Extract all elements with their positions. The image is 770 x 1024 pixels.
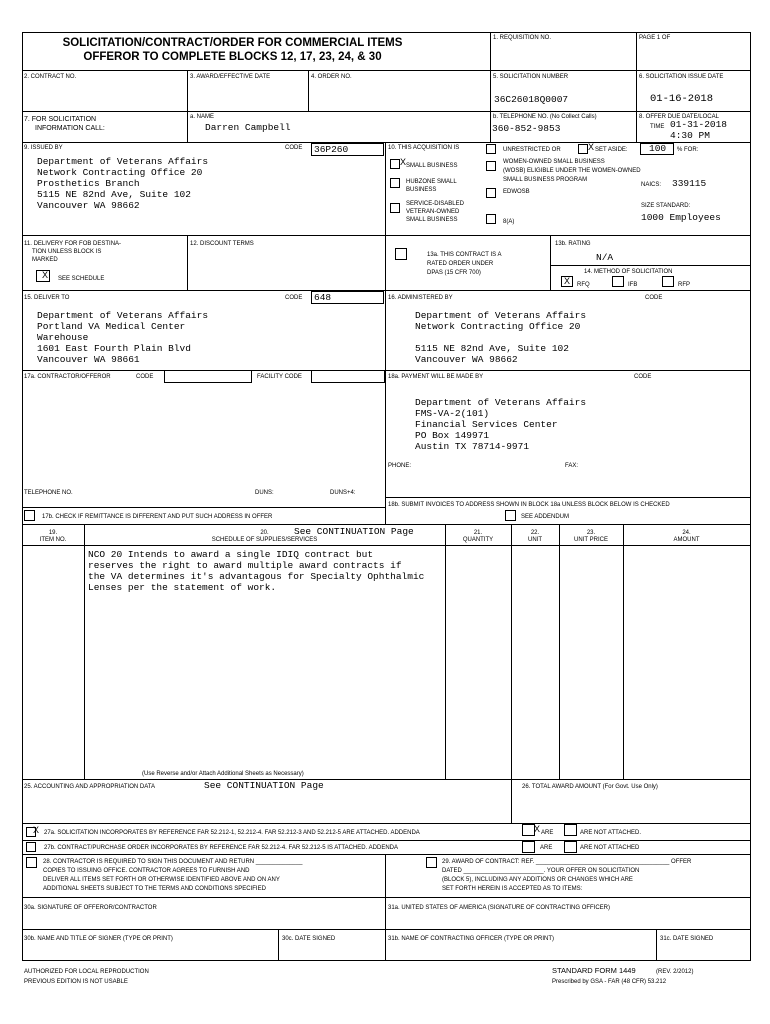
facility-code-box[interactable]: [311, 370, 385, 383]
footer-prescribed: Prescribed by GSA - FAR (48 CFR) 53.212: [552, 979, 667, 985]
rated-order-label-3: DPAS (15 CFR 700): [427, 270, 481, 276]
duns4-label: DUNS+4:: [330, 490, 356, 496]
administered-by-line-2: Network Contracting Office 20: [415, 321, 581, 332]
sdvosb-label-1: SERVICE-DISABLED: [406, 201, 464, 207]
col-unit-price-num: 23.: [586, 530, 596, 536]
issued-by-line-3: Prosthetics Branch: [37, 178, 140, 189]
set-aside-percent-value: 100: [649, 143, 667, 154]
rated-order-checkbox[interactable]: [395, 248, 407, 260]
schedule-description-line-3: the VA determines it's advantagous for Specialty Ophthalmic: [88, 571, 425, 582]
issued-by-code-label: CODE: [285, 145, 303, 151]
solicitation-issue-date-value: 01-16-2018: [650, 93, 714, 105]
offeror-date-signed-label: 30c. DATE SIGNED: [282, 936, 336, 942]
set-aside-checkbox[interactable]: [578, 144, 588, 154]
deliver-to-line-4: 1601 East Fourth Plain Blvd: [37, 343, 191, 354]
form-title-line1: SOLICITATION/CONTRACT/ORDER FOR COMMERCIAL ITEMS: [62, 37, 403, 49]
deliver-to-code-value: 648: [314, 292, 332, 303]
hubzone-label-1: HUBZONE SMALL: [406, 179, 457, 185]
solicitation-number-label: 5. SOLICITATION NUMBER: [493, 74, 569, 80]
deliver-to-line-1: Department of Veterans Affairs: [37, 310, 209, 321]
offer-due-label: 8. OFFER DUE DATE/LOCAL: [639, 114, 719, 120]
small-business-mark: X: [400, 157, 407, 167]
rfq-label: RFQ: [577, 282, 590, 288]
schedule-footer-note: (Use Reverse and/or Attach Additional Sheets as Necessary): [142, 771, 304, 777]
facility-code-label: FACILITY CODE: [257, 374, 302, 380]
payment-by-line-3: Financial Services Center: [415, 419, 558, 430]
footer-revision: (REV. 2/2012): [656, 969, 694, 975]
small-business-checkbox[interactable]: [390, 159, 400, 169]
fob-label-3: MARKED: [32, 257, 58, 263]
contractor-sign-line-2: COPIES TO ISSUING OFFICE. CONTRACTOR AGREES TO FURNISH AND: [43, 868, 250, 874]
far-incorporated-label: 27a. SOLICITATION INCORPORATES BY REFERENCE FAR 52.212-1, 52.212-4. FAR 52.212-3 AND 52.212-5 ARE ATTACHED. ADDENDA: [44, 830, 420, 836]
total-award-label: 26. TOTAL AWARD AMOUNT (For Govt. Use Only): [522, 784, 658, 790]
col-supplies-num: 20.: [260, 530, 269, 536]
col-amount-label: AMOUNT: [673, 537, 700, 543]
deliver-to-code-label: CODE: [285, 295, 303, 301]
administered-by-line-5: Vancouver WA 98662: [415, 354, 518, 365]
contractor-sign-line-1: 28. CONTRACTOR IS REQUIRED TO SIGN THIS DOCUMENT AND RETURN ______________: [43, 859, 303, 865]
phone-label: PHONE:: [388, 463, 412, 469]
rfp-checkbox[interactable]: [662, 276, 674, 287]
solicitation-number-value: 36C26018Q0007: [494, 94, 569, 105]
ifb-label: IFB: [628, 282, 638, 288]
accounting-value: See CONTINUATION Page: [204, 780, 324, 791]
size-standard-value: 1000 Employees: [641, 212, 721, 223]
issued-by-code-value: 36P260: [314, 144, 349, 155]
rated-order-label-1: 13a. THIS CONTRACT IS A: [427, 252, 502, 258]
offer-due-date-value: 01-31-2018: [670, 119, 728, 130]
wosb-label-2: (WOSB) ELIGIBLE UNDER THE WOMEN-OWNED: [503, 168, 641, 174]
payment-by-label: 18a. PAYMENT WILL BE MADE BY: [388, 374, 484, 380]
rfp-label: RFP: [678, 282, 690, 288]
col-item-no-num: 19.: [48, 530, 58, 536]
issued-by-line-5: Vancouver WA 98662: [37, 200, 140, 211]
award-of-contract-line-4: SET FORTH HEREIN IS ACCEPTED AS TO ITEMS:: [442, 886, 583, 892]
eight-a-checkbox[interactable]: [486, 214, 496, 224]
rated-order-label-2: RATED ORDER UNDER: [427, 261, 494, 267]
issued-by-line-4: 5115 NE 82nd Ave, Suite 102: [37, 189, 191, 200]
offer-due-time-label: TIME: [650, 124, 665, 130]
contractor-code-box[interactable]: [164, 370, 252, 383]
remittance-label: 17b. CHECK IF REMITTANCE IS DIFFERENT AND PUT SUCH ADDRESS IN OFFER: [42, 514, 273, 520]
rfq-mark: X: [564, 276, 571, 286]
officer-date-signed-label: 31c. DATE SIGNED: [660, 936, 714, 942]
hubzone-label-2: BUSINESS: [406, 187, 437, 193]
contracting-officer-name-label: 31b. NAME OF CONTRACTING OFFICER (TYPE OR PRINT): [388, 936, 555, 942]
sdvosb-checkbox[interactable]: [390, 203, 400, 213]
requisition-label: 1. REQUISITION NO.: [493, 35, 552, 41]
info-call-label-2: INFORMATION CALL:: [35, 125, 105, 132]
fob-label-1: 11. DELIVERY FOR FOB DESTINA-: [24, 241, 122, 247]
addenda-are-not-label: ARE NOT ATTACHED.: [580, 830, 642, 836]
deliver-to-line-2: Portland VA Medical Center: [37, 321, 186, 332]
schedule-description-line-2: reserves the right to award multiple award contracts if: [88, 560, 402, 571]
rating-value: N/A: [596, 252, 614, 263]
duns-label: DUNS:: [255, 490, 274, 496]
award-of-contract-line-3: (BLOCK 5), INCLUDING ANY ADDITIONS OR CHANGES WHICH ARE: [442, 877, 633, 883]
po-addenda-are-not-checkbox[interactable]: [564, 841, 577, 853]
issued-by-line-1: Department of Veterans Affairs: [37, 156, 209, 167]
ifb-checkbox[interactable]: [612, 276, 624, 287]
administered-by-code-label: CODE: [645, 295, 663, 301]
contractor-sign-line-4: ADDITIONAL SHEETS SUBJECT TO THE TERMS AND CONDITIONS SPECIFIED: [43, 886, 266, 892]
contractor-sign-checkbox[interactable]: [26, 857, 37, 868]
po-incorporated-label: 27b. CONTRACT/PURCHASE ORDER INCORPORATES BY REFERENCE FAR 52.212-4. FAR 52.212-5 IS ATTACHED. ADDENDA: [44, 845, 398, 851]
see-schedule-mark: X: [42, 270, 49, 280]
fax-label: FAX:: [565, 463, 579, 469]
contract-no-label: 2. CONTRACT NO.: [24, 74, 77, 80]
size-standard-label: SIZE STANDARD:: [641, 203, 691, 209]
payment-by-line-1: Department of Veterans Affairs: [415, 397, 587, 408]
po-addenda-are-label: ARE: [540, 845, 553, 851]
col-unit-label: UNIT: [528, 537, 542, 543]
award-date-label: 3. AWARD/EFFECTIVE DATE: [190, 74, 271, 80]
payment-code-label: CODE: [634, 374, 652, 380]
sdvosb-label-3: SMALL BUSINESS: [406, 217, 458, 223]
col-item-no-label: ITEM NO.: [39, 537, 67, 543]
payment-by-line-2: FMS-VA-2(101): [415, 408, 490, 419]
contractor-label: 17a. CONTRACTOR/OFFEROR: [24, 374, 111, 380]
offeror-signature-label: 30a. SIGNATURE OF OFFEROR/CONTRACTOR: [24, 905, 157, 911]
footer-form-name: STANDARD FORM 1449: [552, 966, 636, 975]
issued-by-label: 9. ISSUED BY: [24, 145, 63, 151]
deliver-to-label: 15. DELIVER TO: [24, 295, 70, 301]
footer-previous-edition: PREVIOUS EDITION IS NOT USABLE: [24, 979, 128, 985]
contractor-sign-line-3: DELIVER ALL ITEMS SET FORTH OR OTHERWISE IDENTIFIED ABOVE AND ON ANY: [43, 877, 280, 883]
po-incorporated-checkbox[interactable]: [26, 842, 36, 852]
deliver-to-line-5: Vancouver WA 98661: [37, 354, 140, 365]
percent-for-label: % FOR:: [677, 147, 699, 153]
offer-due-time-value: 4:30 PM: [670, 130, 710, 141]
payment-by-line-4: PO Box 149971: [415, 430, 490, 441]
remittance-checkbox[interactable]: [24, 510, 35, 521]
col-supplies-label: SCHEDULE OF SUPPLIES/SERVICES: [211, 537, 318, 543]
set-aside-mark: X: [588, 142, 595, 152]
solicitation-issue-date-label: 6. SOLICITATION ISSUE DATE: [639, 74, 724, 80]
discount-terms-label: 12. DISCOUNT TERMS: [190, 241, 254, 247]
telephone-no-label: TELEPHONE NO.: [24, 490, 73, 496]
schedule-description-line-4: Lenses per the statement of work.: [88, 582, 277, 593]
info-call-label-1: 7. FOR SOLICITATION: [24, 116, 97, 123]
fob-label-2: TION UNLESS BLOCK IS: [32, 249, 102, 255]
po-addenda-are-not-label: ARE NOT ATTACHED: [580, 845, 640, 851]
issued-by-line-2: Network Contracting Office 20: [37, 167, 203, 178]
award-of-contract-checkbox[interactable]: [426, 857, 437, 868]
see-schedule-label: SEE SCHEDULE: [58, 276, 105, 282]
sdvosb-label-2: VETERAN-OWNED: [406, 209, 460, 215]
signer-name-label: 30b. NAME AND TITLE OF SIGNER (TYPE OR PRINT): [24, 936, 173, 942]
po-addenda-are-checkbox[interactable]: [522, 841, 535, 853]
addenda-are-label: ARE: [541, 830, 554, 836]
schedule-continuation: See CONTINUATION Page: [294, 526, 414, 537]
payment-by-line-5: Austin TX 78714-9971: [415, 441, 530, 452]
page-label: PAGE 1 OF: [639, 35, 671, 41]
wosb-label-1: WOMEN-OWNED SMALL BUSINESS: [503, 159, 605, 165]
see-addendum-checkbox[interactable]: [505, 510, 516, 521]
solicitation-method-label: 14. METHOD OF SOLICITATION: [584, 269, 673, 275]
rating-label: 13b. RATING: [555, 241, 591, 247]
contracting-officer-signature-label: 31a. UNITED STATES OF AMERICA (SIGNATURE OF CONTRACTING OFFICER): [388, 905, 611, 911]
set-aside-label: SET ASIDE:: [595, 147, 628, 153]
contact-name-label: a. NAME: [190, 114, 215, 120]
naics-value: 339115: [672, 178, 707, 189]
naics-label: NAICS:: [641, 182, 662, 188]
contact-name-value: Darren Campbell: [205, 122, 291, 133]
award-of-contract-line-2: DATED ________________________. YOUR OFFER ON SOLICITATION: [442, 868, 640, 874]
telephone-label: b. TELEPHONE NO. (No Collect Calls): [493, 114, 597, 120]
schedule-description-line-1: NCO 20 Intends to award a single IDIQ contract but: [88, 549, 374, 560]
small-business-label: SMALL BUSINESS: [406, 163, 458, 169]
wosb-checkbox[interactable]: [486, 161, 496, 171]
deliver-to-line-3: Warehouse: [37, 332, 89, 343]
contractor-code-label: CODE: [136, 374, 154, 380]
administered-by-label: 16. ADMINISTERED BY: [388, 295, 453, 301]
administered-by-line-4: 5115 NE 82nd Ave, Suite 102: [415, 343, 569, 354]
col-quantity-num: 21.: [473, 530, 483, 536]
award-of-contract-line-1: 29. AWARD OF CONTRACT: REF. ________________________________________ OFFER: [442, 859, 692, 865]
footer-authorized: AUTHORIZED FOR LOCAL REPRODUCTION: [24, 969, 149, 975]
acquisition-label: 10. THIS ACQUISITION IS: [388, 145, 460, 151]
unrestricted-label: UNRESTRICTED OR: [503, 147, 561, 153]
wosb-label-3: SMALL BUSINESS PROGRAM: [503, 177, 588, 183]
see-addendum-label: SEE ADDENDUM: [521, 514, 570, 520]
far-incorporated-mark: X: [33, 825, 40, 835]
form-title-line2: OFFEROR TO COMPLETE BLOCKS 12, 17, 23, 24, & 30: [83, 51, 382, 63]
edwosb-label: EDWOSB: [503, 189, 530, 195]
order-no-label: 4. ORDER NO.: [311, 74, 352, 80]
eight-a-label: 8(A): [503, 219, 515, 225]
hubzone-checkbox[interactable]: [390, 178, 400, 188]
accounting-label: 25. ACCOUNTING AND APPROPRIATION DATA: [24, 784, 156, 790]
invoice-address-label: 18b. SUBMIT INVOICES TO ADDRESS SHOWN IN BLOCK 18a UNLESS BLOCK BELOW IS CHECKED: [388, 502, 670, 508]
telephone-value: 360-852-9853: [492, 123, 561, 134]
addenda-are-not-checkbox[interactable]: [564, 824, 577, 836]
col-amount-num: 24.: [682, 530, 691, 536]
addenda-are-mark: X: [534, 824, 541, 834]
col-unit-price-label: UNIT PRICE: [574, 537, 608, 543]
unrestricted-checkbox[interactable]: [486, 144, 496, 154]
col-unit-num: 22.: [530, 530, 540, 536]
administered-by-line-1: Department of Veterans Affairs: [415, 310, 587, 321]
col-quantity-label: QUANTITY: [462, 537, 494, 543]
edwosb-checkbox[interactable]: [486, 188, 496, 198]
